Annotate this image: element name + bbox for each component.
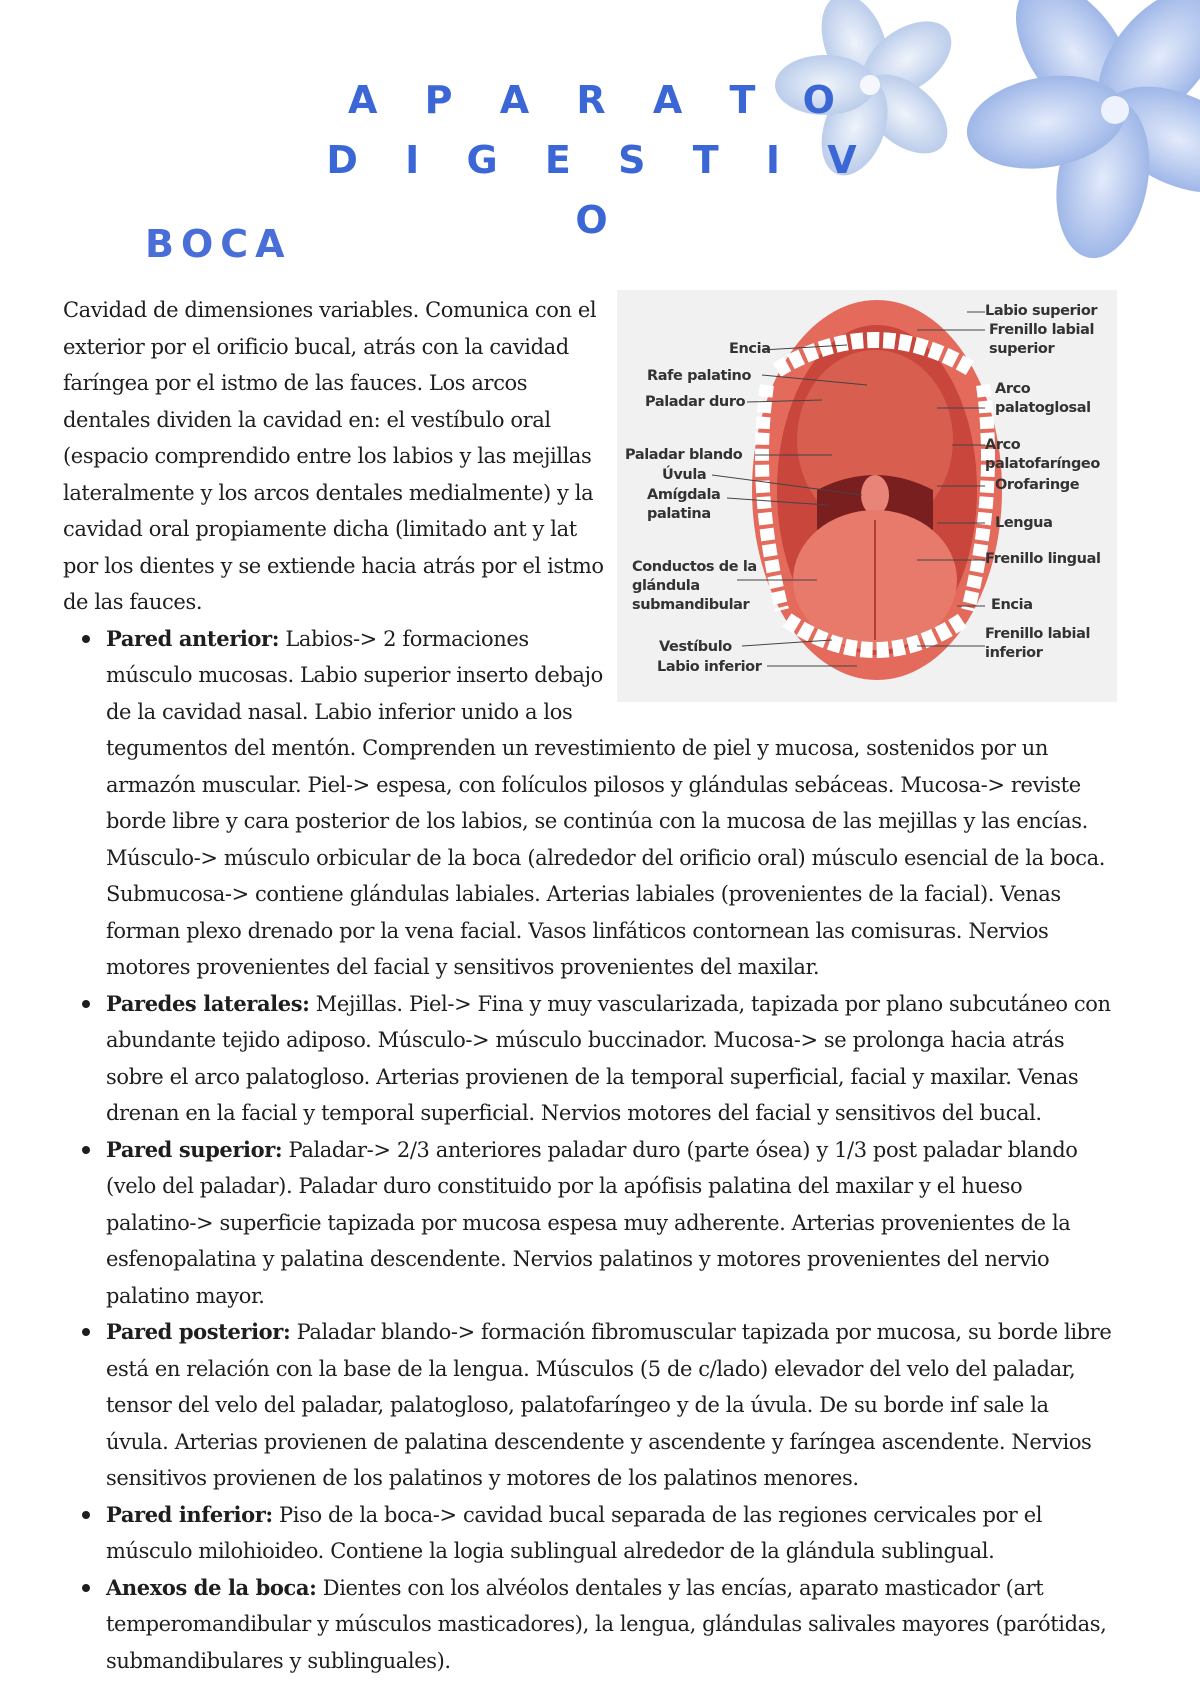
list-item bbox=[106, 1570, 1113, 1680]
section-heading: BOCA bbox=[145, 222, 292, 266]
item-term: Pared anterior: bbox=[106, 625, 280, 651]
figure-label: Vestíbulo bbox=[659, 639, 732, 655]
walls-list bbox=[63, 621, 1113, 1680]
document-body bbox=[63, 292, 1113, 1679]
intro-paragraph: Cavidad de dimensiones variables. Comunica con el exterior por el orificio bucal, atrás con la cavidad faríngea por el istmo de las fauces. Los arcos dentales dividen la cavidad en: el vestíbulo oral (espacio comprendido entre los labios y las mejillas lateralmente y los arcos dentales medialmente) y la cavidad oral propiamente dicha (limitado ant y lat por los dientes y se extiende hacia atrás por el istmo de las fauces. bbox=[63, 298, 604, 614]
figure-label: Rafe palatino bbox=[647, 368, 752, 384]
item-text: Dientes con los alvéolos dentales y las encías, aparato masticador (art temperomandibular y músculos masticadores), la lengua, glándulas salivales mayores (parótidas, submandibulares y sublinguales). bbox=[106, 1575, 1107, 1673]
page-title bbox=[300, 70, 900, 250]
title-line-1: A P A R A T O bbox=[348, 78, 852, 122]
item-term: Paredes laterales: bbox=[106, 990, 310, 1016]
bullet-icon bbox=[82, 1000, 90, 1008]
figure-label: Amígdala palatina bbox=[647, 487, 721, 522]
bullet-icon bbox=[82, 635, 90, 643]
list-item bbox=[106, 1497, 1113, 1570]
figure-label: Orofaringe bbox=[995, 477, 1080, 493]
item-term: Pared superior: bbox=[106, 1136, 283, 1162]
item-term: Pared inferior: bbox=[106, 1501, 273, 1527]
figure-label: Arco palatofaríngeo bbox=[985, 437, 1100, 472]
item-term: Anexos de la boca: bbox=[106, 1574, 317, 1600]
list-item bbox=[106, 986, 1113, 1132]
figure-label: Conductos de la glándula submandibular bbox=[632, 559, 757, 613]
item-text: Paladar-> 2/3 anteriores paladar duro (parte ósea) y 1/3 post paladar blando (velo del paladar). Paladar duro constituido por la apófisis palatina del maxilar y el hueso palatino-> superficie tapizada por mucosa espesa muy adherente. Arterias provenientes de la esfenopalatina y palatina descendente. Nervios palatinos y motores provenientes del nervio palatino mayor. bbox=[106, 1137, 1078, 1308]
bullet-icon bbox=[82, 1328, 90, 1336]
bullet-icon bbox=[82, 1584, 90, 1592]
list-item bbox=[106, 1132, 1113, 1315]
figure-label: Lengua bbox=[995, 515, 1053, 531]
bullet-icon bbox=[82, 1146, 90, 1154]
list-item bbox=[106, 621, 1113, 986]
figure-label: Labio superior bbox=[985, 303, 1098, 319]
figure-label: Frenillo labial inferior bbox=[985, 626, 1091, 661]
figure-label: Arco palatoglosal bbox=[995, 381, 1091, 416]
figure-label: Úvula bbox=[662, 467, 707, 483]
bullet-icon bbox=[82, 1511, 90, 1519]
figure-label: Frenillo lingual bbox=[985, 551, 1101, 567]
figure-label: Frenillo labial superior bbox=[989, 322, 1095, 357]
item-text: Paladar blando-> formación fibromuscular tapizada por mucosa, su borde libre está en relación con la base de la lengua. Músculos (5 de c/lado) elevador del velo del paladar, tensor del velo del paladar, palatogloso, palatofaríngeo y de la úvula. De su borde inf sale la úvula. Arterias provienen de palatina descendente y ascendente y faríngea ascendente. Nervios sensitivos provienen de los palatinos y motores de los palatinos menores. bbox=[106, 1320, 1112, 1490]
figure-label: Encia bbox=[991, 597, 1033, 613]
figure-label: Paladar duro bbox=[645, 394, 746, 410]
item-text: Mejillas. Piel-> Fina y muy vascularizada, tapizada por plano subcutáneo con abundante tejido adiposo. Músculo-> músculo buccinador. Mucosa-> se prolonga hacia atrás sobre el arco palatogloso. Arterias provienen de la temporal superficial, facial y maxilar. Venas drenan en la facial y temporal superficial. Nervios motores del facial y sensitivos del bucal. bbox=[106, 991, 1111, 1125]
figure-label: Paladar blando bbox=[625, 447, 743, 463]
figure-label: Encia bbox=[729, 341, 771, 357]
item-term: Pared posterior: bbox=[106, 1319, 291, 1344]
list-item bbox=[106, 1314, 1113, 1497]
item-text: Labios-> 2 formaciones músculo mucosas. Labio superior inserto debajo de la cavidad nasal. Labio inferior unido a los tegumentos del mentón. Comprenden un revestimiento de piel y mucosa, sostenidos por un armazón muscular. Piel-> espesa, con folículos pilosos y glándulas sebáceas. Mucosa-> reviste borde libre y cara posterior de los labios, se continúa con la mucosa de las mejillas y las encías. Músculo-> músculo orbicular de la boca (alrededor del orificio oral) músculo esencial de la boca. Submucosa-> contiene glándulas labiales. Arterias labiales (provenientes de la facial). Venas forman plexo drenado por la vena facial. Vasos linfáticos contornean las comisuras. Nervios motores provenientes del facial y sensitivos provenientes del maxilar. bbox=[106, 626, 1106, 979]
item-text: Piso de la boca-> cavidad bucal separada de las regiones cervicales por el músculo milohioideo. Contiene la logia sublingual alrededor de la glándula sublingual. bbox=[106, 1502, 1043, 1563]
title-line-2: D I G E S T I V O bbox=[326, 138, 874, 242]
figure-label: Labio inferior bbox=[657, 659, 762, 675]
